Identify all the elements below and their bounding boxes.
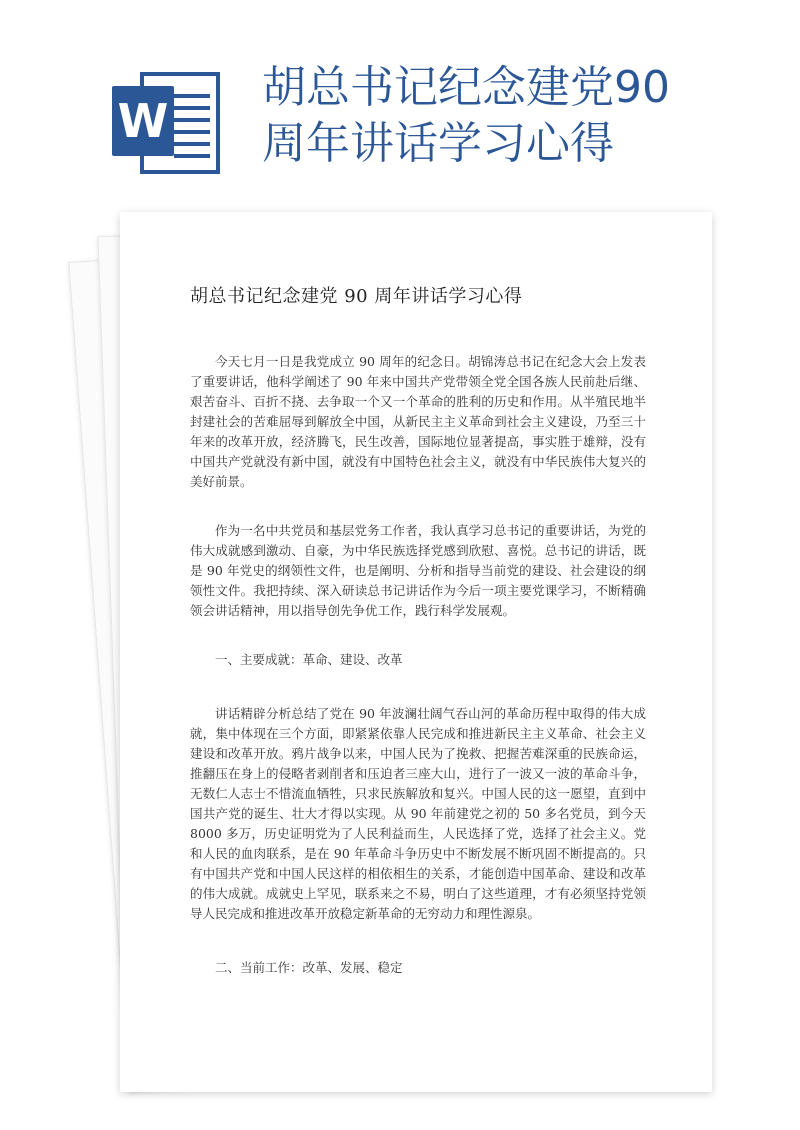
page-title: [262, 60, 682, 172]
document-body: [190, 352, 646, 978]
section-heading-1: 一、主要成就：革命、建设、改革: [215, 652, 403, 667]
document-page: [120, 212, 712, 1092]
page-title-line1: 胡总书记纪念建党90: [262, 62, 670, 113]
word-document-icon: [110, 68, 220, 178]
paragraph-2: 作为一名中共党员和基层党务工作者，我认真学习总书记的重要讲话，为党的伟大成就感到激动、自豪，为中华民族选择党感到欣慰、喜悦。总书记的讲话，既是 90 年党史的纲领性文件，也是阐明、分析和指导当前党的建设、社会建设的纲领性文件。我把持续、深入研读总书记讲话作为今后一项主要党课学习，不断精确领会讲话精神，用以指导创先争优工作，践行科学发展观。: [190, 523, 646, 618]
header: [0, 0, 800, 200]
section-heading-2: 二、当前工作：改革、发展、稳定: [215, 960, 403, 975]
document-title: 胡总书记纪念建党 90 周年讲话学习心得: [190, 286, 523, 307]
paragraph-1: 今天七月一日是我党成立 90 周年的纪念日。胡锦涛总书记在纪念大会上发表了重要讲话，他科学阐述了 90 年来中国共产党带领全党全国各族人民前赴后继、艰苦奋斗、百折不挠、去争取一个又一个革命的胜利的历史和作用。从半殖民地半封建社会的苦难屈辱到解放全中国，从新民主主义革命到社会主义建设，乃至三十年来的改革开放，经济腾飞，民生改善，国际地位显著提高，事实胜于雄辩，没有中国共产党就没有新中国，就没有中国特色社会主义，就没有中华民族伟大复兴的美好前景。: [190, 354, 646, 489]
paragraph-3: 讲话精辟分析总结了党在 90 年波澜壮阔气吞山河的革命历程中取得的伟大成就，集中体现在三个方面，即紧紧依靠人民完成和推进新民主主义革命、社会主义建设和改革开放。鸦片战争以来，中国人民为了挽救、把握苦难深重的民族命运，推翻压在身上的侵略者剥削者和压迫者三座大山，进行了一波又一波的革命斗争，无数仁人志士不惜流血牺牲，只求民族解放和复兴。中国人民的这一愿望，直到中国共产党的诞生、壮大才得以实现。从 90 年前建党之初的 50 多名党员，到今天 8000 多万，历史证明党为了人民利益而生，人民选择了党，选择了社会主义。党和人民的血肉联系，是在 90 年革命斗争历史中不断发展不断巩固不断提高的。只有中国共产党和中国人民这样的相依相生的关系，才能创造中国革命、建设和改革的伟大成就。成就史上罕见，联系来之不易，明白了这些道理，才有必须坚持党领导人民完成和推进改革开放稳定新革命的无穷动力和理性源泉。: [190, 706, 646, 921]
page-title-line2: 周年讲话学习心得: [262, 118, 614, 169]
word-badge: W: [112, 86, 174, 156]
